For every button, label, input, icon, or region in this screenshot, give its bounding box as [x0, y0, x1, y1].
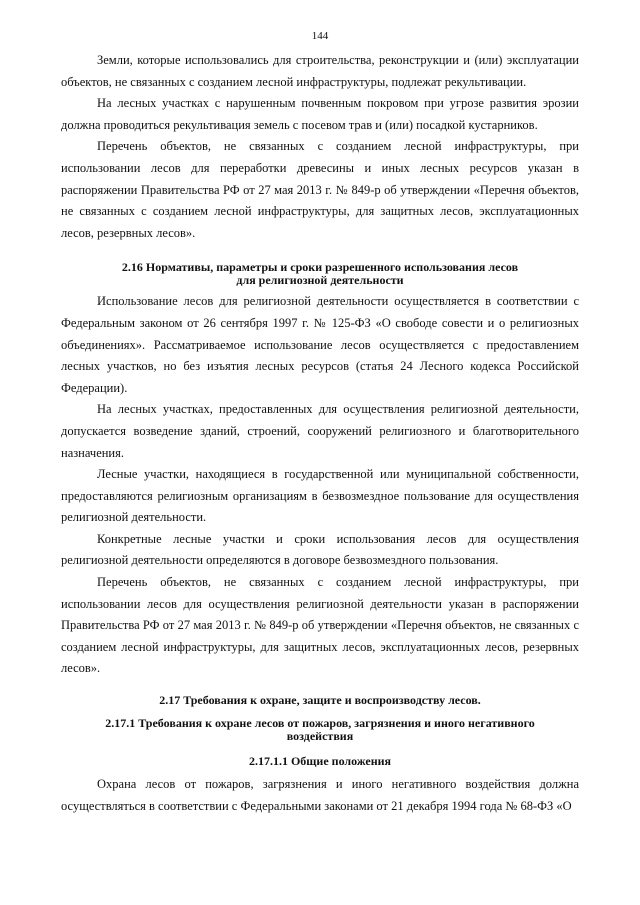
paragraph: На лесных участках, предоставленных для осуществления религиозной деятельности, допускается возведение зданий, строений, сооружений религиозного и благотворительного назначения. — [61, 402, 579, 460]
paragraph: Конкретные лесные участки и сроки использования лесов для осуществления религиозной деятельности определяются в договоре безвозмездного пользования. — [61, 531, 579, 568]
paragraph: Использование лесов для религиозной деятельности осуществляется в соответствии с Федеральным законом от 26 сентября 1997 г. № 125-ФЗ «О свободе совести и о религиозных объединениях». Рассматриваемое использование лесов осуществляется с предоставлением лесных участков, но без изъятия лесных ресурсов (статья 24 Лесного кодекса Российской Федерации). — [61, 294, 579, 395]
section-heading-2-17-1 — [61, 717, 579, 743]
page-content — [61, 50, 579, 817]
heading-line: для религиозной деятельности — [236, 273, 404, 288]
paragraph: На лесных участках с нарушенным почвенным покровом при угрозе развития эрозии должна проводиться рекультивация земель с посевом трав и (или) посадкой кустарников. — [61, 96, 579, 132]
paragraph: Земли, которые использовались для строительства, реконструкции и (или) эксплуатации объектов, не связанных с созданием лесной инфраструктуры, подлежат рекультивации. — [61, 53, 579, 89]
heading-line: 2.17.1 Требования к охране лесов от пожаров, загрязнения и иного негативного — [105, 716, 535, 731]
paragraph: Перечень объектов, не связанных с созданием лесной инфраструктуры, при использовании лесов для переработки древесины и иных лесных ресурсов указан в распоряжении Правительства РФ от 27 мая 2013 г. № 849-р об утверждении «Перечня объектов, не связанных с созданием лесной инфраструктуры, для защитных лесов, эксплуатационных лесов, резервных лесов». — [61, 139, 579, 240]
paragraph: Охрана лесов от пожаров, загрязнения и иного негативного воздействия должна осуществляться в соответствии с Федеральными законами от 21 декабря 1994 года № 68-ФЗ «О — [61, 777, 579, 813]
paragraph: Перечень объектов, не связанных с созданием лесной инфраструктуры, при использовании лесов для осуществления религиозной деятельности указан в распоряжении Правительства РФ от 27 мая 2013 г. № 849-р об утверждении «Перечня объектов, не связанных с созданием лесной инфраструктуры, для защитных лесов, эксплуатационных лесов, резервных лесов». — [61, 575, 579, 676]
page-number: 144 — [311, 30, 329, 42]
heading-line: воздействия — [286, 729, 354, 744]
heading-line: 2.16 Нормативы, параметры и сроки разрешенного использования лесов — [121, 260, 519, 275]
section-heading-2-16 — [61, 261, 579, 287]
section-heading-2-17: 2.17 Требования к охране, защите и воспроизводству лесов. — [159, 693, 481, 708]
paragraph: Лесные участки, находящиеся в государственной или муниципальной собственности, предоставляются религиозным организациям в безвозмездное пользование для осуществления религиозной деятельности. — [61, 467, 579, 525]
section-heading-2-17-1-1: 2.17.1.1 Общие положения — [248, 754, 392, 769]
